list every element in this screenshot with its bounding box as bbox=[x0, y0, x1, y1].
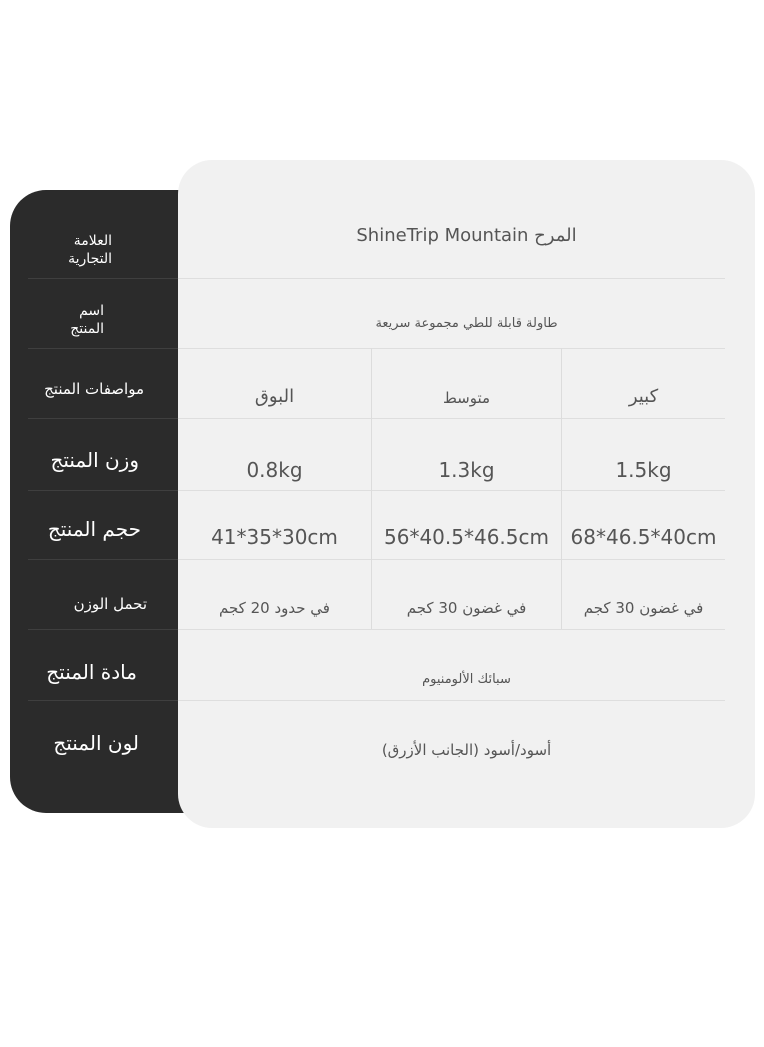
color-value: أسود/أسود (الجانب الأزرق) bbox=[381, 741, 552, 759]
load-large: في غضون 30 كجم bbox=[583, 599, 704, 617]
dimensions-large: 68*46.5*40cm bbox=[570, 525, 717, 549]
weight-small: 0.8kg bbox=[246, 458, 303, 482]
label-brand-line2: التجارية bbox=[68, 251, 112, 267]
label-size: حجم المنتج bbox=[47, 517, 141, 541]
dimensions-small: 41*35*30cm bbox=[211, 525, 338, 549]
size-name-large: كبير bbox=[628, 386, 659, 407]
brand-value: ShineTrip Mountain المرح bbox=[356, 225, 577, 246]
size-name-medium: متوسط bbox=[442, 389, 491, 407]
label-product-name bbox=[70, 302, 104, 338]
product-name-value: طاولة قابلة للطي مجموعة سريعة bbox=[375, 316, 558, 331]
label-brand bbox=[68, 232, 112, 268]
label-color: لون المنتج bbox=[53, 731, 139, 755]
row-divider bbox=[178, 418, 725, 419]
row-divider bbox=[178, 559, 725, 560]
load-small: في حدود 20 كجم bbox=[219, 599, 330, 617]
label-divider bbox=[28, 490, 178, 491]
label-divider bbox=[28, 559, 178, 560]
label-name-line1: اسم bbox=[79, 303, 104, 319]
row-divider bbox=[178, 629, 725, 630]
label-divider bbox=[28, 700, 178, 701]
label-load: تحمل الوزن bbox=[73, 595, 147, 613]
row-divider bbox=[178, 490, 725, 491]
label-divider bbox=[28, 418, 178, 419]
material-value: سبائك الألومنيوم bbox=[422, 672, 511, 687]
weight-large: 1.5kg bbox=[615, 458, 672, 482]
label-brand-line1: العلامة bbox=[73, 233, 112, 249]
label-name-line2: المنتج bbox=[70, 321, 104, 337]
dimensions-medium: 56*40.5*46.5cm bbox=[384, 525, 549, 549]
label-divider bbox=[28, 278, 178, 279]
label-weight: وزن المنتج bbox=[50, 448, 139, 472]
label-divider bbox=[28, 348, 178, 349]
row-divider bbox=[178, 700, 725, 701]
weight-medium: 1.3kg bbox=[438, 458, 495, 482]
label-divider bbox=[28, 629, 178, 630]
spec-table-panel bbox=[178, 160, 755, 828]
label-material: مادة المنتج bbox=[46, 660, 137, 684]
size-name-small: البوق bbox=[254, 386, 295, 407]
row-divider bbox=[178, 348, 725, 349]
load-medium: في غضون 30 كجم bbox=[406, 599, 527, 617]
label-specs: مواصفات المنتج bbox=[44, 380, 144, 398]
row-divider bbox=[178, 278, 725, 279]
